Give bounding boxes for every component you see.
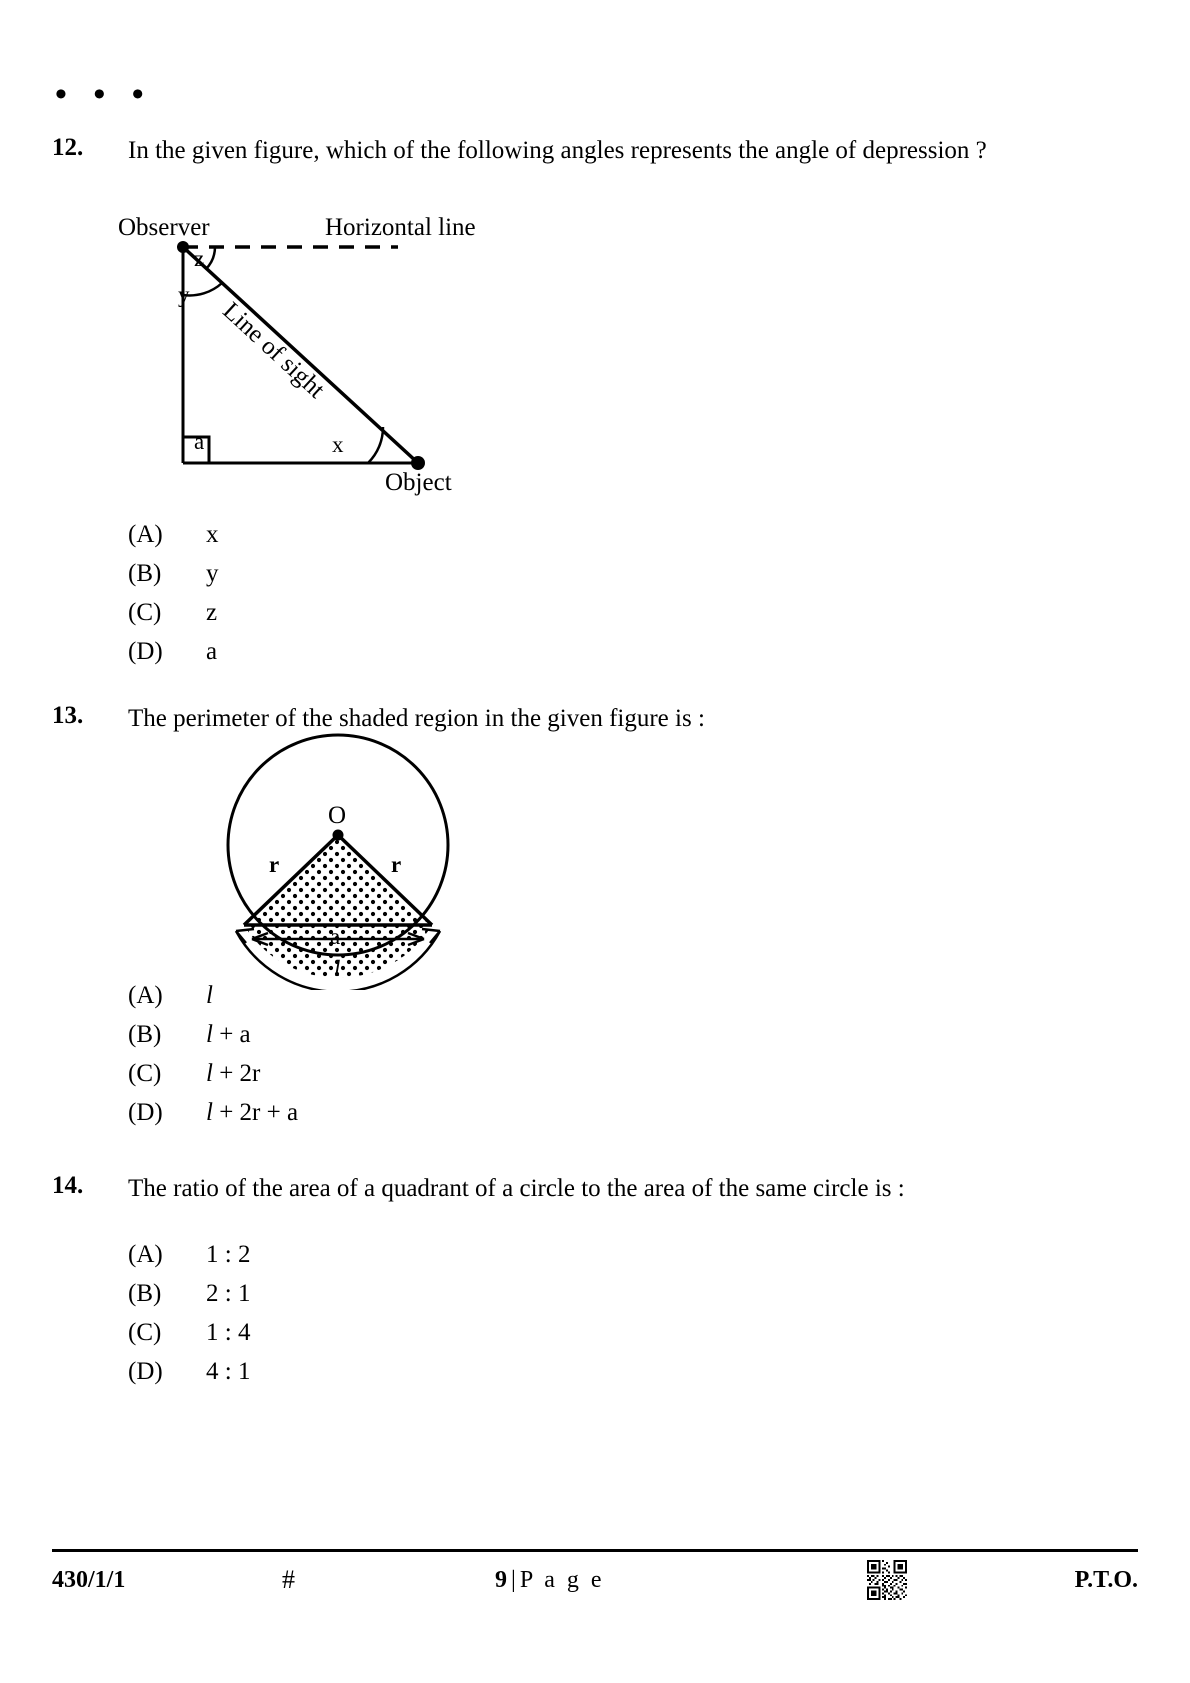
option-14-c-value: 1 : 4 (206, 1319, 251, 1346)
option-12-c-value: z (206, 599, 218, 626)
question-12-number: 12. (52, 134, 84, 161)
option-14-b-value: 2 : 1 (206, 1280, 251, 1307)
angle-y-label: y (178, 282, 190, 307)
option-14-c[interactable] (128, 1319, 250, 1358)
option-14-c-key: (C) (128, 1319, 162, 1346)
option-13-d-value: l + 2r + a (206, 1099, 299, 1126)
option-13-c[interactable] (128, 1060, 298, 1099)
angle-a-label: a (194, 429, 205, 454)
arc-label: l (334, 956, 341, 981)
page-footer (52, 1563, 1138, 1603)
option-12-d-key: (D) (128, 638, 163, 665)
object-vertex-dot (411, 456, 425, 470)
horizontal-line-label: Horizontal line (325, 214, 476, 241)
shaded-segment-figure (196, 725, 486, 990)
question-13-number: 13. (52, 702, 84, 729)
option-13-a-key: (A) (128, 982, 163, 1009)
page-word: P a g e (519, 1567, 605, 1593)
angle-of-depression-figure (110, 205, 630, 505)
question-14-text: The ratio of the area of a quadrant of a circle to the area of the same circle is : (128, 1175, 905, 1202)
option-14-a[interactable] (128, 1241, 250, 1280)
angle-z-arc (206, 247, 215, 269)
pto-marker: P.T.O. (1074, 1567, 1138, 1593)
angle-of-depression-svg (110, 205, 630, 505)
object-label: Object (385, 469, 452, 496)
question-13-text: The perimeter of the shaded region in the given figure is : (128, 705, 705, 732)
option-14-d-key: (D) (128, 1358, 163, 1385)
option-12-b-key: (B) (128, 560, 162, 587)
option-13-c-italic-lead: l (206, 1060, 213, 1087)
hash-marker: # (282, 1565, 295, 1594)
option-13-b-key: (B) (128, 1021, 162, 1048)
centre-label: O (328, 802, 347, 829)
shaded-segment-svg (196, 725, 486, 990)
radius-right-label: r (391, 852, 402, 877)
option-14-a-key: (A) (128, 1241, 163, 1268)
option-13-b[interactable] (128, 1021, 298, 1060)
chord-label: a (330, 924, 341, 949)
option-13-d-italic-lead: l (206, 1099, 213, 1126)
paper-code: 430/1/1 (52, 1567, 126, 1593)
footer-divider (52, 1549, 1138, 1552)
page-number: 9 (495, 1567, 507, 1593)
option-13-b-italic-lead: l (206, 1021, 213, 1048)
observer-vertex-dot (177, 241, 189, 253)
option-13-c-key: (C) (128, 1060, 162, 1087)
option-13-d[interactable] (128, 1099, 298, 1138)
page-separator: | (511, 1567, 516, 1593)
option-13-b-value: l + a (206, 1021, 251, 1048)
question-14-options (128, 1241, 250, 1397)
question-14 (52, 1168, 1052, 1209)
option-12-b-value: y (206, 560, 219, 587)
option-14-b-key: (B) (128, 1280, 162, 1307)
option-12-a[interactable] (128, 521, 219, 560)
option-13-c-value: l + 2r (206, 1060, 261, 1087)
angle-x-label: x (332, 432, 344, 457)
section-continuation-dots: • • • (55, 76, 153, 113)
option-13-a-value: l (206, 982, 213, 1009)
option-12-a-key: (A) (128, 521, 163, 548)
option-14-d[interactable] (128, 1358, 250, 1397)
option-12-d-value: a (206, 638, 218, 665)
question-12-text: In the given figure, which of the following angles represents the angle of depression ? (128, 137, 987, 164)
option-12-c[interactable] (128, 599, 219, 638)
option-12-a-value: x (206, 521, 219, 548)
option-12-b[interactable] (128, 560, 219, 599)
option-14-b[interactable] (128, 1280, 250, 1319)
option-12-c-key: (C) (128, 599, 162, 626)
angle-z-label: z (194, 246, 205, 271)
shaded-triangle-region (244, 835, 432, 925)
question-13-options (128, 982, 298, 1138)
line-of-sight-label: Line of sight (217, 297, 330, 404)
angle-x-arc (368, 427, 383, 463)
question-12 (52, 130, 1052, 171)
option-14-d-value: 4 : 1 (206, 1358, 251, 1385)
page-indicator (495, 1563, 605, 1597)
option-14-a-value: 1 : 2 (206, 1241, 251, 1268)
question-14-number: 14. (52, 1172, 84, 1199)
question-12-options (128, 521, 219, 677)
qr-code-icon (867, 1560, 907, 1600)
radius-left-label: r (269, 852, 280, 877)
centre-point-dot (333, 830, 344, 841)
observer-label: Observer (118, 214, 210, 241)
option-13-d-key: (D) (128, 1099, 163, 1126)
option-13-a[interactable] (128, 982, 298, 1021)
option-12-d[interactable] (128, 638, 219, 677)
